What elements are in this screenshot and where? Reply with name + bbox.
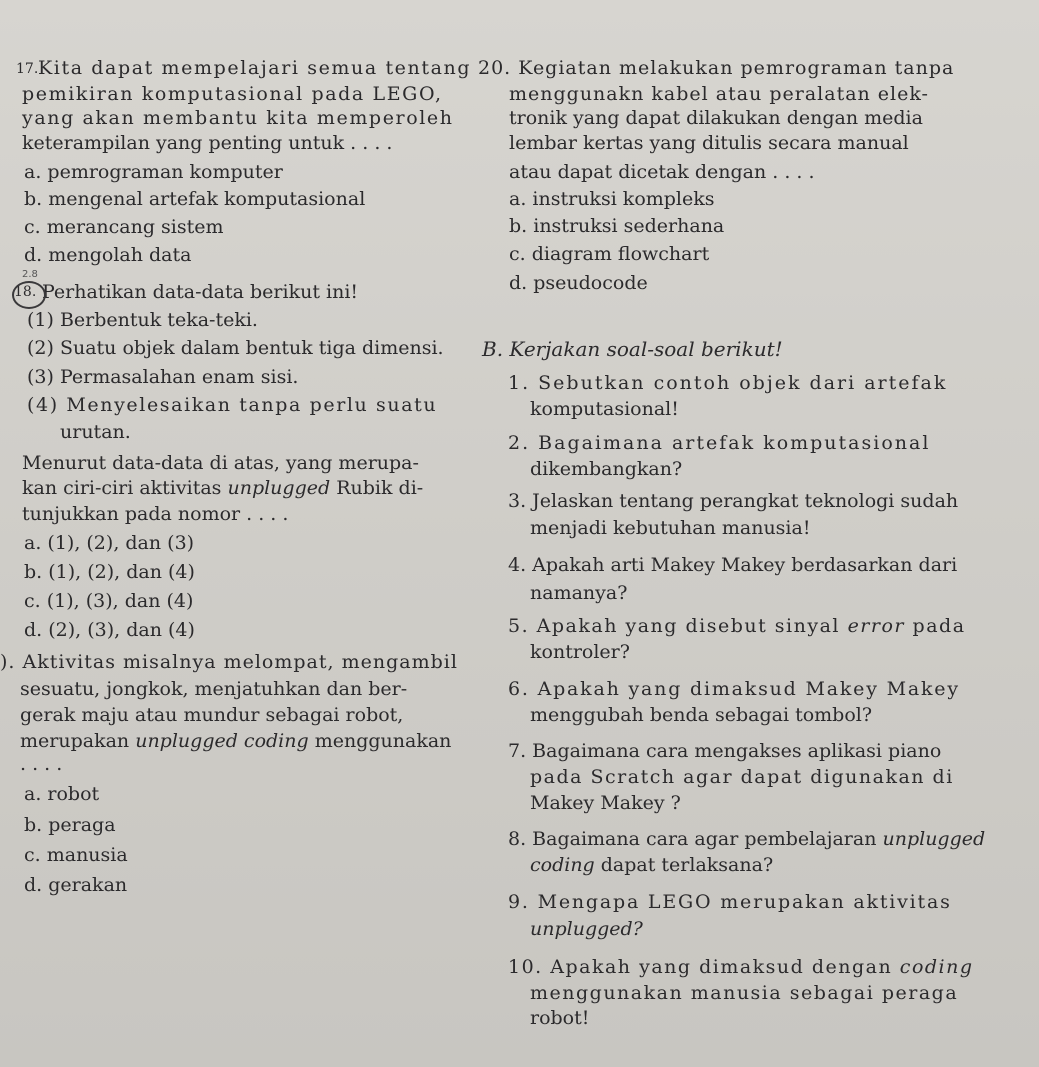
essay-6-line-1: 6. Apakah yang dimaksud Makey Makey (508, 678, 960, 700)
essay-10-line-3: robot! (530, 1007, 590, 1029)
q19-option-a: a. robot (24, 783, 100, 805)
q18-item-2: (2) Suatu objek dalam bentuk tiga dimensi. (27, 337, 444, 359)
essay-8-line-2 (530, 853, 773, 878)
q18-stem-3: tunjukkan pada nomor . . . . (22, 503, 289, 525)
essay-1-line-1: 1. Sebutkan contoh objek dari artefak (508, 372, 948, 394)
essay-7-line-3: Makey Makey ? (530, 792, 681, 814)
essay-5-error: error (847, 615, 905, 637)
essay-3-line-1: 3. Jelaskan tentang perangkat teknologi sudah (508, 490, 959, 512)
q17-number: 17. (16, 61, 39, 77)
q18-item-4-cont: urutan. (60, 421, 131, 443)
essay-3-line-2: menjadi kebutuhan manusia! (530, 517, 811, 539)
q17-line-4: keterampilan yang penting untuk . . . . (22, 132, 393, 154)
section-b-heading (482, 336, 783, 362)
q20-line-2: menggunakn kabel atau peralatan elek- (509, 83, 929, 105)
essay-9-line-2: unplugged? (530, 918, 643, 940)
essay-7-line-1: 7. Bagaimana cara mengakses aplikasi piano (508, 740, 942, 762)
q20-line-1: 20. Kegiatan melakukan pemrograman tanpa (478, 57, 955, 79)
q19-option-b: b. peraga (24, 814, 116, 836)
q19-option-c: c. manusia (24, 844, 128, 866)
essay-1-line-2: komputasional! (530, 398, 679, 420)
q19-line-4b: menggunakan (314, 730, 452, 752)
q18-stem-2a: kan ciri-ciri aktivitas (22, 477, 222, 499)
q19-line-1: ). Aktivitas misalnya melompat, mengambil (0, 651, 458, 673)
q20-line-3: tronik yang dapat dilakukan dengan media (509, 107, 923, 129)
essay-6-line-2: menggubah benda sebagai tombol? (530, 704, 873, 726)
section-b-text: B. Kerjakan soal-soal berikut! (482, 337, 783, 361)
essay-10-line-2: menggunakan manusia sebagai peraga (530, 982, 959, 1004)
q17-line-2: pemikiran komputasional pada LEGO, (22, 83, 443, 105)
essay-8-b: dapat terlaksana? (600, 854, 774, 876)
q17-line-3: yang akan membantu kita memperoleh (22, 107, 454, 129)
q19-line-4a: merupakan (20, 730, 130, 752)
essay-2-line-1: 2. Bagaimana artefak komputasional (508, 432, 931, 454)
q17-option-a: a. pemrograman komputer (24, 161, 283, 183)
essay-5-line-1 (508, 614, 966, 639)
q19-unplugged-coding: unplugged coding (135, 730, 309, 752)
essay-7-line-2: pada Scratch agar dapat digunakan di (530, 766, 954, 788)
q18-option-a: a. (1), (2), dan (3) (24, 532, 195, 554)
essay-2-line-2: dikembangkan? (530, 458, 683, 480)
q18-stem-2 (22, 476, 423, 501)
q18-option-d: d. (2), (3), dan (4) (24, 619, 195, 641)
essay-5-a: 5. Apakah yang disebut sinyal (508, 615, 841, 637)
q18-circle-mark (12, 281, 46, 309)
q18-option-c: c. (1), (3), dan (4) (24, 590, 194, 612)
q20-option-c: c. diagram flowchart (509, 243, 710, 265)
q17-line-1: Kita dapat mempelajari semua tentang (38, 57, 472, 79)
q20-option-b: b. instruksi sederhana (509, 215, 725, 237)
essay-8-a: 8. Bagaimana cara agar pembelajaran (508, 828, 877, 850)
essay-10-a: 10. Apakah yang dimaksud dengan (508, 956, 893, 978)
essay-5-line-2: kontroler? (530, 641, 630, 663)
essay-4-line-2: namanya? (530, 582, 628, 604)
q18-stem-unplugged: unplugged (227, 477, 331, 499)
q19-line-2: sesuatu, jongkok, menjatuhkan dan ber- (20, 678, 408, 700)
essay-10-coding: coding (899, 956, 974, 978)
essay-5-b: pada (912, 615, 966, 637)
q18-intro: Perhatikan data-data berikut ini! (42, 281, 359, 303)
q18-handwritten-mark: 2.8 (22, 269, 38, 280)
q18-number: 18. (14, 284, 37, 300)
q20-option-d: d. pseudocode (509, 272, 648, 294)
essay-10-line-1 (508, 955, 974, 980)
q18-item-3: (3) Permasalahan enam sisi. (27, 366, 299, 388)
essay-9-line-1: 9. Mengapa LEGO merupakan aktivitas (508, 891, 952, 913)
q19-option-d: d. gerakan (24, 874, 128, 896)
q20-line-5: atau dapat dicetak dengan . . . . (509, 161, 815, 183)
q18-stem-1: Menurut data-data di atas, yang merupa- (22, 452, 419, 474)
q19-line-5: . . . . (20, 753, 63, 775)
q19-line-3: gerak maju atau mundur sebagai robot, (20, 704, 404, 726)
q17-option-b: b. mengenal artefak komputasional (24, 188, 366, 210)
essay-4-line-1: 4. Apakah arti Makey Makey berdasarkan dari (508, 554, 958, 576)
q19-line-4 (20, 729, 451, 754)
essay-8-unplugged: unplugged (882, 828, 986, 850)
q17-option-d: d. mengolah data (24, 244, 192, 266)
q18-item-4: (4) Menyelesaikan tanpa perlu suatu (27, 394, 438, 416)
q18-option-b: b. (1), (2), dan (4) (24, 561, 195, 583)
essay-8-line-1 (508, 827, 985, 852)
q20-line-4: lembar kertas yang ditulis secara manual (509, 132, 909, 154)
q17-option-c: c. merancang sistem (24, 216, 224, 238)
essay-8-coding: coding (530, 854, 595, 876)
q18-item-1: (1) Berbentuk teka-teki. (27, 309, 258, 331)
q20-option-a: a. instruksi kompleks (509, 188, 715, 210)
q18-stem-2b: Rubik di- (336, 477, 424, 499)
